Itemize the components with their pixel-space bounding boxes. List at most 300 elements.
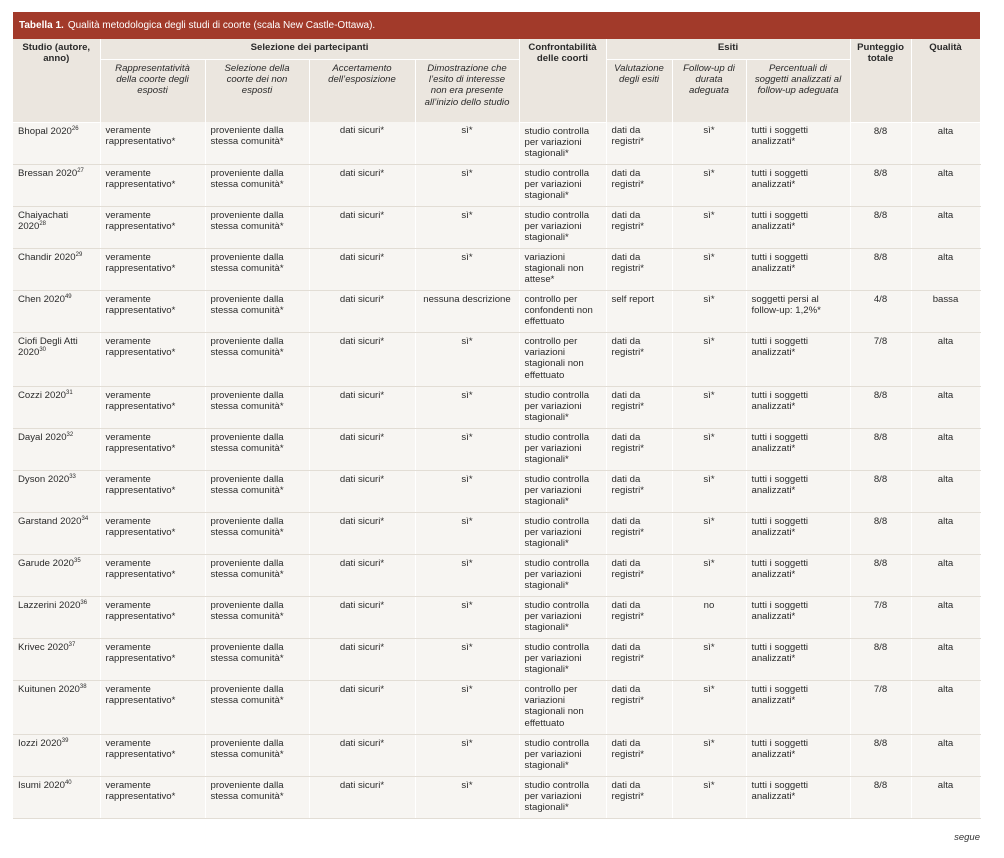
cell-qualita-text: alta [937,389,954,401]
cell-qualita [911,680,980,734]
cell-selezione [205,206,309,248]
table-row [13,386,980,428]
cell-study [13,332,100,386]
cell-punteggio [850,638,911,680]
cell-follow-up-text: sì* [703,641,715,653]
cell-percentuali-text: tutti i soggetti analizzati* [751,167,809,190]
cell-accertamento [309,470,415,512]
cell-accertamento [309,512,415,554]
header-qualita: Qualità [911,39,980,122]
cell-valutazione [606,734,672,776]
cell-study-text: Iozzi 2020 [18,737,62,749]
cell-follow-up-text: sì* [703,125,715,136]
cell-selezione-text: proveniente dalla stessa comunità* [210,251,284,274]
cell-accertamento [309,164,415,206]
cell-study [13,290,100,332]
cell-follow-up [672,164,746,206]
cell-punteggio [850,248,911,290]
subheader-accertamento: Accertamento dell’esposizione [309,59,415,122]
cell-valutazione-text: dati da registri* [611,473,645,496]
cell-confrontabilita [519,206,606,248]
table-row [13,122,980,164]
cell-valutazione-text: dati da registri* [611,599,645,622]
cell-rappresentativita [100,248,205,290]
cell-dimostrazione [415,680,519,734]
cell-rappresentativita-text: veramente rappresentativo* [105,641,176,664]
cell-confrontabilita-text: studio controlla per variazioni stagionali* [524,389,590,424]
cell-study [13,596,100,638]
reference-number: 35 [74,557,81,564]
cell-accertamento [309,290,415,332]
cell-confrontabilita [519,290,606,332]
cell-dimostrazione [415,386,519,428]
cell-qualita-text: alta [937,473,954,485]
cell-accertamento-text: dati sicuri* [339,515,385,527]
cell-accertamento-text: dati sicuri* [339,599,385,611]
cell-valutazione [606,332,672,386]
cell-accertamento [309,734,415,776]
table-row [13,512,980,554]
cell-selezione-text: proveniente dalla stessa comunità* [210,641,284,664]
cell-confrontabilita-text: studio controlla per variazioni stagionali* [524,737,590,772]
cell-percentuali-text: tutti i soggetti analizzati* [751,431,809,454]
cell-follow-up [672,512,746,554]
cell-percentuali-text: tutti i soggetti analizzati* [751,473,809,496]
cell-percentuali [746,776,850,818]
cell-punteggio [850,680,911,734]
cell-accertamento-text: dati sicuri* [339,389,385,401]
cell-percentuali-text: tutti i soggetti analizzati* [751,683,809,706]
cell-selezione-text: proveniente dalla stessa comunità* [210,737,284,760]
cell-rappresentativita-text: veramente rappresentativo* [105,251,176,274]
cell-study [13,554,100,596]
cell-rappresentativita-text: veramente rappresentativo* [105,293,176,316]
cell-qualita [911,638,980,680]
cell-confrontabilita-text: studio controlla per variazioni stagionali* [524,431,590,466]
cell-dimostrazione-text: sì* [461,599,473,611]
cell-rappresentativita-text: veramente rappresentativo* [105,473,176,496]
cell-selezione [205,332,309,386]
cell-rappresentativita [100,638,205,680]
cell-accertamento-text: dati sicuri* [339,683,385,695]
reference-number: 37 [68,641,76,648]
reference-number: 29 [75,251,83,258]
cell-qualita-text: alta [937,125,954,137]
cell-percentuali [746,386,850,428]
table-row [13,428,980,470]
cell-study [13,680,100,734]
cell-selezione [205,554,309,596]
cell-accertamento-text: dati sicuri* [339,473,385,485]
cell-selezione-text: proveniente dalla stessa comunità* [210,779,284,802]
cell-accertamento [309,776,415,818]
cell-follow-up-text: sì* [703,335,715,347]
cell-dimostrazione-text: sì* [461,473,473,485]
subheader-dimostrazione: Dimostrazione che l’esito di interesse non era presente all’inizio dello studio [415,59,519,122]
cell-follow-up [672,428,746,470]
cell-percentuali-text: tutti i soggetti analizzati* [751,779,809,802]
cell-dimostrazione-text: sì* [461,389,473,401]
header-studio: Studio (autore, anno) [13,39,100,122]
cell-dimostrazione-text: sì* [461,779,473,791]
cell-accertamento-text: dati sicuri* [339,557,385,569]
cell-accertamento-text: dati sicuri* [339,779,385,791]
cell-punteggio-text: 8/8 [873,779,888,791]
cell-dimostrazione [415,248,519,290]
cell-confrontabilita [519,776,606,818]
cell-qualita-text: alta [937,251,954,263]
cell-dimostrazione-text: nessuna descrizione [423,293,511,305]
cell-follow-up [672,596,746,638]
cell-accertamento [309,386,415,428]
cell-rappresentativita [100,164,205,206]
cell-valutazione [606,386,672,428]
cell-punteggio-text: 8/8 [873,389,888,401]
cell-selezione [205,428,309,470]
cell-punteggio [850,734,911,776]
cell-punteggio-text: 8/8 [873,473,888,485]
table-caption [13,12,980,39]
cell-accertamento-text: dati sicuri* [339,167,385,179]
cell-valutazione [606,470,672,512]
cell-rappresentativita-text: veramente rappresentativo* [105,779,176,802]
table-row [13,554,980,596]
reference-number: 36 [80,599,88,606]
cell-accertamento-text: dati sicuri* [339,251,385,263]
cell-selezione-text: proveniente dalla stessa comunità* [210,431,284,454]
cell-valutazione [606,428,672,470]
cell-dimostrazione [415,428,519,470]
cell-rappresentativita [100,332,205,386]
cell-study-text: Garstand 2020 [18,515,82,527]
cell-qualita [911,122,980,164]
cell-percentuali-text: tutti i soggetti analizzati* [751,125,809,148]
cell-rappresentativita [100,554,205,596]
cell-valutazione [606,248,672,290]
cell-percentuali-text: tutti i soggetti analizzati* [751,599,809,622]
cell-confrontabilita [519,428,606,470]
cell-confrontabilita-text: controllo per variazioni stagionali non effettuato [524,683,584,729]
cell-qualita-text: alta [937,515,954,527]
cell-selezione [205,512,309,554]
cell-rappresentativita-text: veramente rappresentativo* [105,431,176,454]
subheader-selezione-non-esposti: Selezione della coorte dei non esposti [205,59,309,122]
reference-number: 38 [79,683,87,690]
cell-qualita [911,512,980,554]
cell-accertamento-text: dati sicuri* [339,125,385,136]
cell-follow-up [672,290,746,332]
cell-punteggio [850,596,911,638]
cell-valutazione [606,164,672,206]
quality-table [13,39,981,819]
reference-number: 30 [39,346,47,353]
header-punteggio: Punteggio totale [850,39,911,122]
cell-dimostrazione [415,512,519,554]
cell-valutazione-text: self report [611,293,655,305]
cell-rappresentativita-text: veramente rappresentativo* [105,737,176,760]
cell-punteggio-text: 8/8 [873,557,888,569]
cell-follow-up [672,680,746,734]
cell-confrontabilita-text: studio controlla per variazioni stagionali* [524,515,590,550]
reference-number: 39 [61,737,69,744]
cell-rappresentativita-text: veramente rappresentativo* [105,389,176,412]
cell-valutazione [606,206,672,248]
cell-accertamento-text: dati sicuri* [339,293,385,305]
cell-confrontabilita-text: studio controlla per variazioni stagionali* [524,557,590,592]
cell-punteggio [850,512,911,554]
cell-dimostrazione-text: sì* [461,167,473,179]
cell-confrontabilita [519,470,606,512]
cell-rappresentativita-text: veramente rappresentativo* [105,167,176,190]
cell-study [13,122,100,164]
cell-confrontabilita-text: studio controlla per variazioni stagionali* [524,599,590,634]
cell-punteggio-text: 7/8 [873,683,888,695]
cell-valutazione-text: dati da registri* [611,641,645,664]
table-row [13,164,980,206]
cell-follow-up [672,122,746,164]
table-row [13,470,980,512]
cell-study [13,776,100,818]
cell-punteggio [850,428,911,470]
cell-valutazione-text: dati da registri* [611,737,645,760]
cell-percentuali [746,554,850,596]
subheader-valutazione-esiti: Valutazione degli esiti [606,59,672,122]
cell-selezione [205,164,309,206]
cell-study-text: Chandir 2020 [18,251,76,263]
cell-qualita [911,248,980,290]
cell-selezione [205,596,309,638]
cell-follow-up [672,734,746,776]
cell-percentuali [746,122,850,164]
cell-qualita-text: alta [937,683,954,695]
header-confrontabilita: Confrontabilità delle coorti [519,39,606,122]
cell-punteggio [850,290,911,332]
cell-follow-up-text: sì* [703,251,715,263]
cell-study [13,164,100,206]
cell-punteggio-text: 8/8 [873,737,888,749]
cell-valutazione-text: dati da registri* [611,125,645,148]
cell-punteggio-text: 8/8 [873,641,888,653]
cell-percentuali-text: tutti i soggetti analizzati* [751,515,809,538]
cell-follow-up-text: sì* [703,431,715,443]
cell-qualita [911,164,980,206]
table-row [13,734,980,776]
cell-follow-up-text: sì* [703,167,715,179]
cell-dimostrazione-text: sì* [461,335,473,347]
cell-percentuali [746,638,850,680]
cell-qualita-text: alta [937,557,954,569]
cell-study [13,206,100,248]
cell-percentuali-text: tutti i soggetti analizzati* [751,557,809,580]
cell-accertamento [309,428,415,470]
reference-number: 28 [39,220,47,227]
cell-dimostrazione-text: sì* [461,557,473,569]
subheader-follow-up: Follow-up di durata adeguata [672,59,746,122]
cell-dimostrazione-text: sì* [461,737,473,749]
table-row [13,680,980,734]
cell-selezione-text: proveniente dalla stessa comunità* [210,209,284,232]
cell-study-text: Bhopal 2020 [18,125,72,137]
cell-accertamento [309,638,415,680]
cell-follow-up [672,638,746,680]
cell-valutazione [606,638,672,680]
cell-confrontabilita-text: studio controlla per variazioni stagionali* [524,125,590,160]
cell-punteggio [850,470,911,512]
cell-punteggio [850,206,911,248]
cell-study-text: Bressan 2020 [18,167,78,179]
cell-confrontabilita-text: studio controlla per variazioni stagionali* [524,779,590,814]
cell-qualita-text: bassa [932,293,959,305]
cell-study [13,512,100,554]
cell-confrontabilita [519,164,606,206]
cell-rappresentativita [100,734,205,776]
cell-accertamento [309,680,415,734]
cell-qualita [911,428,980,470]
cell-accertamento-text: dati sicuri* [339,641,385,653]
cell-valutazione-text: dati da registri* [611,683,645,706]
cell-accertamento [309,206,415,248]
cell-punteggio [850,776,911,818]
cell-study-text: Ciofi Degli Atti 2020 [18,335,78,358]
cell-study [13,734,100,776]
cell-punteggio [850,332,911,386]
cell-punteggio-text: 8/8 [873,167,888,179]
cell-percentuali-text: tutti i soggetti analizzati* [751,641,809,664]
cell-study [13,638,100,680]
header-esiti: Esiti [606,39,850,59]
cell-percentuali-text: tutti i soggetti analizzati* [751,335,809,358]
subheader-percentuali: Percentuali di soggetti analizzati al follow-up adeguata [746,59,850,122]
cell-rappresentativita [100,206,205,248]
cell-follow-up-text: sì* [703,779,715,791]
cell-valutazione [606,290,672,332]
reference-number: 40 [64,779,72,786]
cell-percentuali [746,290,850,332]
cell-punteggio [850,554,911,596]
cell-percentuali [746,512,850,554]
cell-percentuali [746,680,850,734]
cell-rappresentativita [100,470,205,512]
cell-valutazione [606,554,672,596]
cell-study-text: Chaiyachati 2020 [18,209,69,232]
cell-study-text: Garude 2020 [18,557,75,569]
cell-study [13,428,100,470]
cell-valutazione [606,512,672,554]
cell-valutazione-text: dati da registri* [611,515,645,538]
cell-qualita-text: alta [937,599,954,611]
table-row [13,776,980,818]
cell-confrontabilita [519,596,606,638]
cell-confrontabilita-text: controllo per confondenti non effettuato [524,293,593,328]
cell-confrontabilita [519,332,606,386]
cell-rappresentativita-text: veramente rappresentativo* [105,125,176,148]
subheader-rappresentativita: Rappresentatività della coorte degli esposti [100,59,205,122]
cell-confrontabilita [519,512,606,554]
table-row [13,332,980,386]
cell-rappresentativita-text: veramente rappresentativo* [105,683,176,706]
cell-valutazione [606,596,672,638]
cell-dimostrazione [415,122,519,164]
cell-percentuali [746,596,850,638]
cell-dimostrazione-text: sì* [461,209,473,221]
cell-punteggio-text: 8/8 [873,125,888,137]
cell-punteggio-text: 8/8 [873,251,888,263]
reference-number: 27 [77,167,84,174]
cell-follow-up-text: sì* [703,473,715,485]
cell-dimostrazione-text: sì* [461,683,473,695]
cell-dimostrazione [415,638,519,680]
cell-percentuali [746,428,850,470]
cell-confrontabilita [519,122,606,164]
cell-follow-up-text: sì* [703,737,715,749]
cell-qualita-text: alta [937,209,954,221]
cell-rappresentativita-text: veramente rappresentativo* [105,515,176,538]
table-caption-text: Qualità metodologica degli studi di coorte (scala New Castle-Ottawa). [67,20,376,31]
cell-study-text: Isumi 2020 [18,779,65,791]
table-header [13,39,980,122]
cell-confrontabilita-text: controllo per variazioni stagionali non effettuato [524,335,584,381]
cell-dimostrazione-text: sì* [461,431,473,443]
cell-percentuali-text: soggetti persi al follow-up: 1,2%* [751,293,821,316]
cell-study [13,470,100,512]
cell-accertamento [309,122,415,164]
reference-number: 33 [69,473,76,480]
header-selezione: Selezione dei partecipanti [100,39,519,59]
cell-accertamento [309,554,415,596]
cell-follow-up-text: sì* [703,389,715,401]
cell-percentuali-text: tutti i soggetti analizzati* [751,737,809,760]
table-caption-label: Tabella 1. [19,20,64,31]
cell-punteggio [850,164,911,206]
cell-dimostrazione [415,596,519,638]
cell-punteggio-text: 8/8 [873,209,888,221]
cell-selezione-text: proveniente dalla stessa comunità* [210,335,284,358]
cell-study-text: Kuitunen 2020 [18,683,80,695]
cell-dimostrazione-text: sì* [461,125,473,136]
cell-selezione-text: proveniente dalla stessa comunità* [210,515,284,538]
cell-valutazione-text: dati da registri* [611,335,645,358]
cell-percentuali [746,470,850,512]
cell-confrontabilita-text: studio controlla per variazioni stagionali* [524,209,590,244]
cell-selezione-text: proveniente dalla stessa comunità* [210,557,284,580]
cell-accertamento-text: dati sicuri* [339,737,385,749]
cell-dimostrazione-text: sì* [461,251,473,263]
cell-study [13,248,100,290]
cell-confrontabilita [519,680,606,734]
cell-selezione [205,470,309,512]
cell-follow-up-text: no [703,599,715,611]
cell-selezione [205,638,309,680]
cell-qualita [911,596,980,638]
cell-percentuali-text: tutti i soggetti analizzati* [751,209,809,232]
cell-qualita-text: alta [937,431,954,443]
cell-rappresentativita [100,512,205,554]
cell-rappresentativita [100,680,205,734]
cell-follow-up [672,554,746,596]
cell-qualita [911,332,980,386]
cell-follow-up-text: sì* [703,293,715,305]
cell-qualita-text: alta [937,335,954,347]
cell-rappresentativita [100,428,205,470]
cell-qualita-text: alta [937,779,954,791]
cell-qualita [911,386,980,428]
table-row [13,290,980,332]
cell-confrontabilita [519,554,606,596]
cell-follow-up-text: sì* [703,557,715,569]
cell-rappresentativita-text: veramente rappresentativo* [105,599,176,622]
cell-valutazione-text: dati da registri* [611,209,645,232]
cell-rappresentativita [100,290,205,332]
